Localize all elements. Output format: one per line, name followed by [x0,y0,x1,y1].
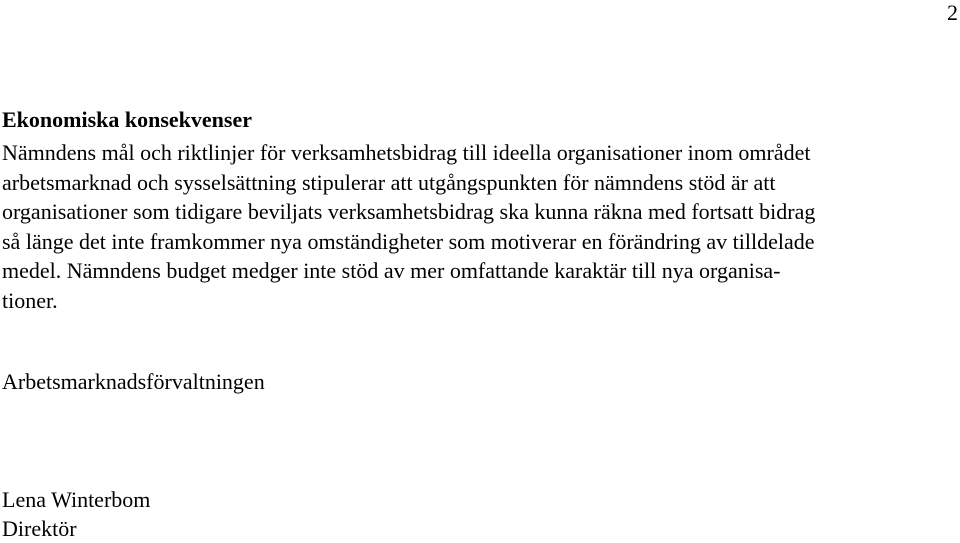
paragraph-line: medel. Nämndens budget medger inte stöd av mer omfattande karaktär till nya organisa- [2,258,781,283]
signatory-title: Direktör [2,516,77,541]
signatory-name: Lena Winterbom [2,487,151,512]
section-body-paragraph [2,138,947,315]
paragraph-line: Nämndens mål och riktlinjer för verksamhetsbidrag till ideella organisationer inom området [2,140,811,165]
department-name: Arbetsmarknadsförvaltningen [2,369,265,394]
paragraph-line: tioner. [2,287,58,313]
paragraph-line: arbetsmarknad och sysselsättning stipulerar att utgångspunkten för nämndens stöd är att [2,169,776,195]
paragraph-line: så länge det inte framkommer nya omständigheter som motiverar en förändring av tilldelade [2,228,815,254]
section-heading: Ekonomiska konsekvenser [2,107,253,132]
page-number: 2 [947,0,958,25]
signature-block [2,485,150,543]
paragraph-line: organisationer som tidigare beviljats verksamhetsbidrag ska kunna räkna med fortsatt bidrag [2,199,816,224]
